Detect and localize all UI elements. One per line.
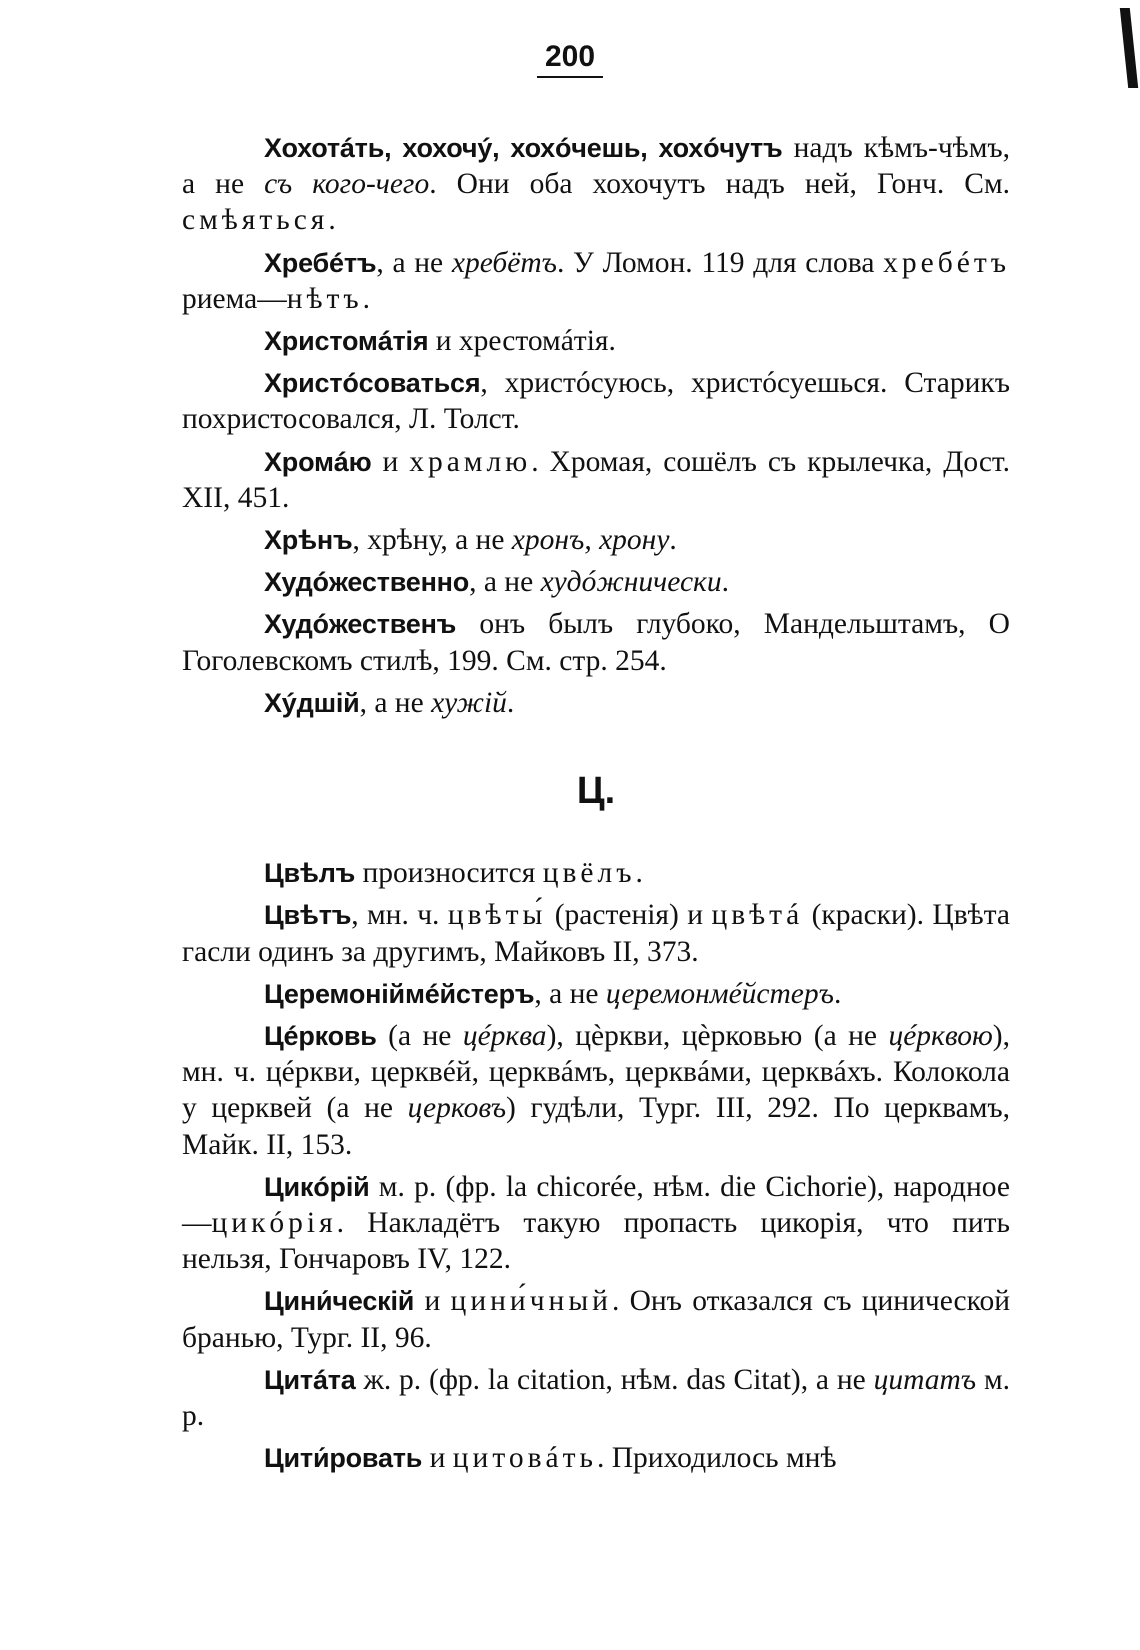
spaced-form: смѣяться [182,204,329,237]
entry-text: , а не [359,686,432,719]
entry-text: , мн. ч. [351,899,448,932]
entries-kh [182,130,1010,721]
section-letter: Ц. [576,770,616,813]
dictionary-entry [182,1440,1010,1476]
entry-text: ж. р. (фр. la citation, нѣм. das Citat), а не [355,1363,874,1396]
dictionary-entry [182,855,1010,891]
dictionary-entry [182,976,1010,1012]
entry-text: онъ былъ глубоко, Мандельштамъ, О Гоголевскомъ стилѣ, 199. См. стр. 254. [182,608,1010,677]
entry-text: произносится [355,857,543,890]
entry-text: м. р. (фр. la chicorée, нѣм. die Cichorie), народное— [182,1170,1010,1240]
headword: Хýдшій [264,687,360,718]
entry-text: . [635,857,643,890]
page-content [182,130,1010,1477]
dictionary-entry [182,522,1010,558]
headword: Цéрковь [264,1021,377,1052]
entry-text: и [422,1442,453,1475]
dictionary-entry [182,323,1010,359]
entry-text: и [414,1285,451,1318]
spaced-form: цвѣтá [711,899,804,932]
headword: Цвѣтъ [264,900,352,931]
entry-text: (растенія) и [546,899,712,932]
italic-form: цитатъ [873,1363,977,1396]
italic-form: хребётъ [451,246,557,279]
dictionary-entry [182,365,1010,437]
entry-text: ) гудѣли, Тург. III, 292. По церквамъ, Майк. II, 153. [182,1092,1010,1161]
entry-text: , христóсуюсь, христóсуешься. Старикъ похристосовался, Л. Толст. [182,367,1010,436]
italic-form: цéрква [462,1020,547,1053]
dictionary-entry [182,245,1010,317]
page-number [0,40,1140,78]
entry-text: , а не [376,246,452,279]
entry-text: . Приходилось мнѣ [596,1442,837,1475]
spaced-form: цвёлъ [542,857,636,890]
dictionary-entry [182,444,1010,516]
spaced-form: цини́чный [450,1285,612,1318]
dictionary-entry [182,1362,1010,1434]
dictionary-entry [182,564,1010,600]
italic-form: съ кого-чего [264,168,430,201]
entry-text: , а не [469,566,541,599]
spaced-form: хребéтъ [883,246,1010,279]
headword: Хохотáть, хохочý, хохóчешь, хохóчутъ [264,133,783,163]
entry-text: ), цѐркви, цѐрковью (а не [546,1020,889,1053]
dictionary-entry [182,130,1010,239]
headword: Цити́ровать [264,1443,423,1474]
page-number-text: 200 [537,40,603,78]
headword: Церемоніймéйстеръ [264,978,535,1009]
headword: Цини́ческій [264,1286,415,1317]
dictionary-entry [182,685,1010,721]
headword: Христóсоваться [264,368,481,399]
entry-text: и [371,445,410,478]
headword: Хромáю [264,446,372,477]
entry-text: . [669,524,677,557]
entry-text: . У Ломон. 119 для слова [556,246,884,279]
italic-form: хронъ, хрону [511,524,670,557]
entries-ts [182,855,1010,1476]
headword: Цикóрій [264,1171,370,1202]
spaced-form: цитовáть [452,1442,597,1475]
headword: Худóжественъ [264,609,457,640]
entry-text: . Накладётъ такую пропасть цикорія, что пить нельзя, Гончаровъ IV, 122. [182,1207,1010,1276]
entry-text: . Хромая, сошёлъ съ крылечка, Дост. XII, 451. [182,445,1010,514]
spaced-form: нѣтъ [286,282,363,315]
entry-text: . [506,686,515,719]
entry-text: . [362,282,371,315]
entry-text: (краски). Цвѣта гасли одинъ за другимъ, Майковъ II, 373. [182,899,1010,968]
headword: Христомáтія [264,326,429,357]
entry-text: . Онъ отказался съ цинической бранью, Тург. II, 96. [182,1285,1010,1354]
dictionary-entry [182,897,1010,969]
headword: Цвѣлъ [264,858,356,889]
italic-form: хужій [431,686,507,719]
dictionary-entry [182,1018,1010,1163]
italic-form: церемонмéйстеръ [605,977,834,1010]
dictionary-entry [182,1283,1010,1355]
entry-text: риема— [182,282,287,315]
dictionary-entry [182,606,1010,678]
spaced-form: цвѣты́ [447,899,547,932]
entry-text: . [721,566,729,599]
spaced-form: цикóрія [211,1207,337,1240]
italic-form: худóжнически [540,566,722,599]
headword: Цитáта [264,1364,356,1395]
dictionary-entry [182,1169,1010,1278]
headword: Хрѣнъ [264,525,353,556]
entry-text: надъ кѣмъ-чѣмъ, а не [182,132,1010,201]
entry-text: ), мн. ч. цéркви, церквéй, церквáмъ, церквáми, церквáхъ. Колокола у церквей (а не [182,1020,1010,1125]
entry-text: . [328,204,336,237]
entry-text: . Они оба хохочутъ надъ ней, Гонч. См. [429,168,1011,201]
headword: Худóжественно [264,567,470,598]
headword: Хребéтъ [264,247,377,278]
italic-form: церковъ [407,1092,507,1125]
entry-text: (а не [376,1020,463,1053]
entry-text: , а не [534,977,606,1010]
entry-text: , хрѣну, а не [352,524,512,557]
entry-text: . [833,977,842,1010]
spaced-form: храмлю [409,445,532,478]
entry-text: и хрестомáтія. [428,325,616,358]
entry-text: м. р. [182,1363,1010,1433]
italic-form: цéрквою [888,1020,993,1053]
